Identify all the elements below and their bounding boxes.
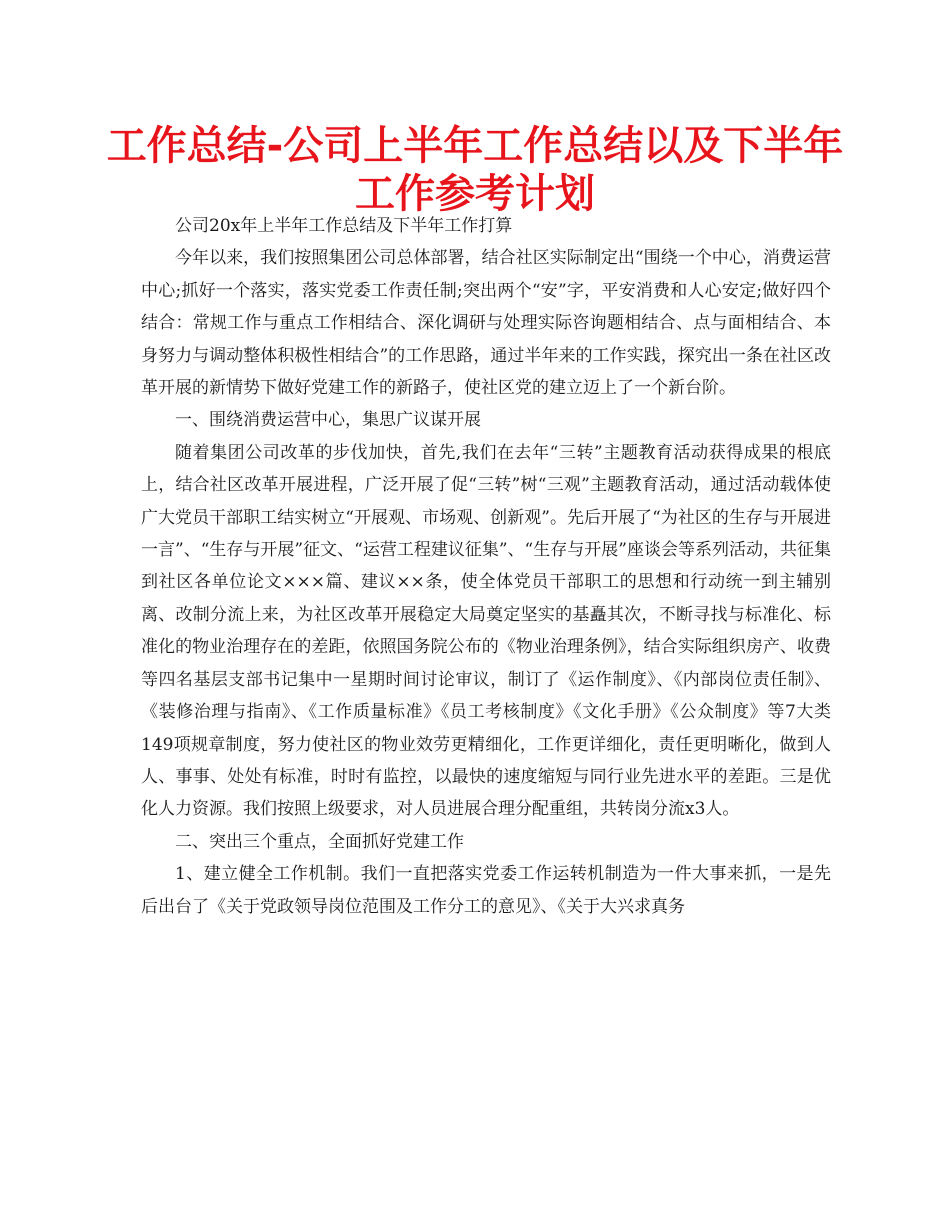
section-heading-1: 一、围绕消费运营中心，集思广议谋开展 [175,410,481,431]
document-body [141,210,831,923]
document-title-line-2: 工作参考计划 [355,171,595,217]
section-2-paragraph: 1、建立健全工作机制。我们一直把落实党委工作运转机制造为一件大事来抓，一是先后出台了《关于党政领导岗位范围及工作分工的意见》、《关于大兴求真务 [141,864,831,917]
section-heading-2: 二、突出三个重点，全面抓好党建工作 [175,831,464,852]
intro-paragraph: 今年以来，我们按照集团公司总体部署，结合社区实际制定出“围绕一个中心，消费运营中心;抓好一个落实，落实党委工作责任制;突出两个“安”字，平安消费和人心安定;做好四个结合：常规工作与重点工作相结合、深化调研与处理实际咨询题相结合、点与面相结合、本身努力与调动整体积极性相结合”的工作思路，通过半年来的工作实践，探究出一条在社区改革开展的新情势下做好党建工作的新路子，使社区党的建立迈上了一个新台阶。 [141,248,831,399]
section-1-paragraph: 随着集团公司改革的步伐加快，首先,我们在去年“三转”主题教育活动获得成果的根底上，结合社区改革开展进程，广泛开展了促“三转”树“三观”主题教育活动，通过活动载体使广大党员干部职工结实树立“开展观、市场观、创新观”。先后开展了“为社区的生存与开展进一言”、“生存与开展”征文、“运营工程建议征集”、“生存与开展”座谈会等系列活动，共征集到社区各单位论文×××篇、建议××条，使全体党员干部职工的思想和行动统一到主辅别离、改制分流上来，为社区改革开展稳定大局奠定坚实的基矗其次，不断寻找与标准化、标准化的物业治理存在的差距，依照国务院公布的《物业治理条例》，结合实际组织房产、收费等四名基层支部书记集中一星期时间讨论审议，制订了《运作制度》、《内部岗位责任制》、《装修治理与指南》、《工作质量标准》《员工考核制度》《文化手册》《公众制度》等7大类149项规章制度，努力使社区的物业效劳更精细化，工作更详细化，责任更明晰化，做到人人、事事、处处有标准，时时有监控，以最快的速度缩短与同行业先进水平的差距。三是优化人力资源。我们按照上级要求，对人员进展合理分配重组，共转岗分流x3人。 [141,442,831,820]
subtitle-paragraph: 公司20x年上半年工作总结及下半年工作打算 [175,216,513,236]
document-title-line-1: 工作总结-公司上半年工作总结以及下半年 [106,123,844,169]
